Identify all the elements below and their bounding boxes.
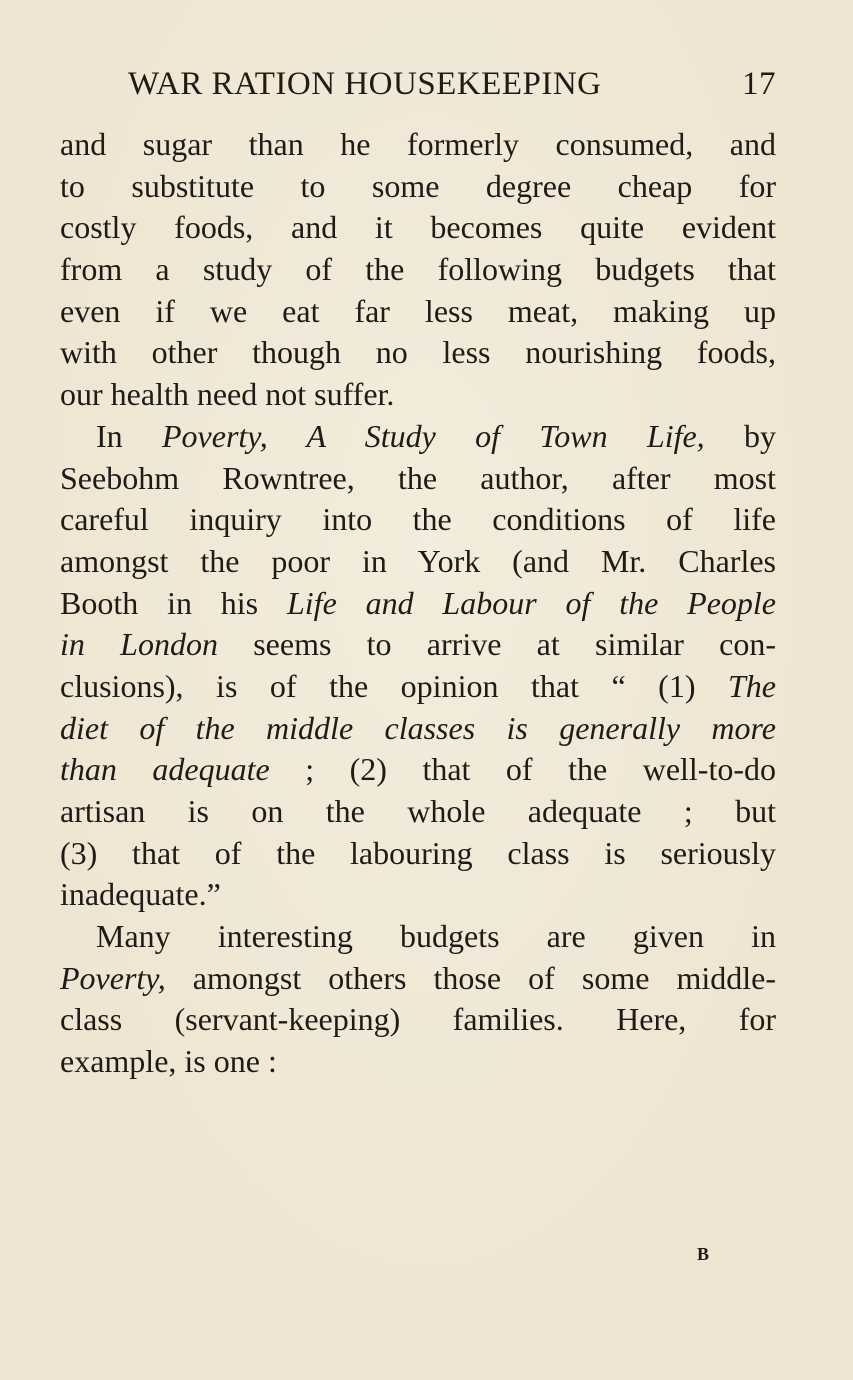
text-run: class (servant-keeping) families. Here, for bbox=[60, 1001, 776, 1038]
text-run: amongst others those of some middle- bbox=[165, 959, 776, 996]
text-run: our health need not suffer. bbox=[60, 376, 395, 413]
text-run: In bbox=[96, 417, 162, 454]
text-run: from a study of the following budgets that bbox=[60, 251, 776, 288]
text-run: Seebohm Rowntree, the author, after most bbox=[60, 459, 776, 496]
text-run: costly foods, and it becomes quite evident bbox=[60, 209, 776, 246]
text-line bbox=[60, 374, 776, 416]
text-run: Many interesting budgets are given in bbox=[96, 918, 776, 955]
italic-text: Poverty, bbox=[60, 959, 166, 996]
text-line bbox=[60, 999, 776, 1041]
body-text bbox=[60, 124, 776, 1083]
text-run: seems to arrive at similar con- bbox=[217, 626, 777, 663]
text-run: amongst the poor in York (and Mr. Charles bbox=[60, 542, 776, 579]
text-run: careful inquiry into the conditions of life bbox=[60, 501, 776, 538]
text-line bbox=[60, 958, 776, 1000]
text-line bbox=[60, 458, 776, 500]
text-line bbox=[60, 499, 776, 541]
text-line bbox=[60, 291, 776, 333]
text-run: ; (2) that of the well-to-do bbox=[269, 751, 777, 788]
text-run: (3) that of the labouring class is seriously bbox=[60, 834, 776, 871]
signature-mark: B bbox=[697, 1244, 711, 1264]
running-head-title: WAR RATION HOUSEKEEPING bbox=[128, 66, 602, 102]
italic-text: in London bbox=[60, 626, 218, 663]
italic-text: Poverty, A Study of Town Life, bbox=[161, 417, 705, 454]
text-line bbox=[60, 874, 776, 916]
text-line bbox=[60, 708, 776, 750]
text-run: with other though no less nourishing foods, bbox=[60, 334, 776, 371]
text-run: inadequate.” bbox=[60, 876, 221, 913]
text-run: clusions), is of the opinion that “ (1) bbox=[60, 667, 728, 704]
text-line bbox=[60, 583, 776, 625]
text-line bbox=[60, 916, 776, 958]
text-line bbox=[60, 624, 776, 666]
text-run: to substitute to some degree cheap for bbox=[60, 167, 776, 204]
text-run: Booth in his bbox=[60, 584, 287, 621]
text-line bbox=[60, 166, 776, 208]
text-line bbox=[60, 332, 776, 374]
text-line bbox=[60, 1041, 776, 1083]
text-run: and sugar than he formerly consumed, and bbox=[60, 126, 776, 162]
text-line bbox=[60, 124, 776, 166]
text-line bbox=[60, 833, 776, 875]
text-run: by bbox=[704, 417, 777, 454]
text-line bbox=[60, 666, 776, 708]
text-run: even if we eat far less meat, making up bbox=[60, 292, 776, 329]
page-number: 17 bbox=[742, 66, 776, 102]
italic-text: Life and Labour of the People bbox=[286, 584, 777, 621]
text-line bbox=[60, 749, 776, 791]
text-line bbox=[60, 207, 776, 249]
text-run: artisan is on the whole adequate ; but bbox=[60, 793, 776, 829]
text-line bbox=[60, 791, 776, 833]
running-head bbox=[128, 62, 776, 106]
text-line bbox=[60, 416, 776, 458]
text-run: example, is one : bbox=[60, 1043, 277, 1080]
text-line bbox=[60, 541, 776, 583]
italic-text: than adequate bbox=[60, 751, 270, 788]
italic-text: The bbox=[728, 667, 776, 704]
italic-text: diet of the middle classes is generally more bbox=[60, 709, 776, 746]
text-line bbox=[60, 249, 776, 291]
